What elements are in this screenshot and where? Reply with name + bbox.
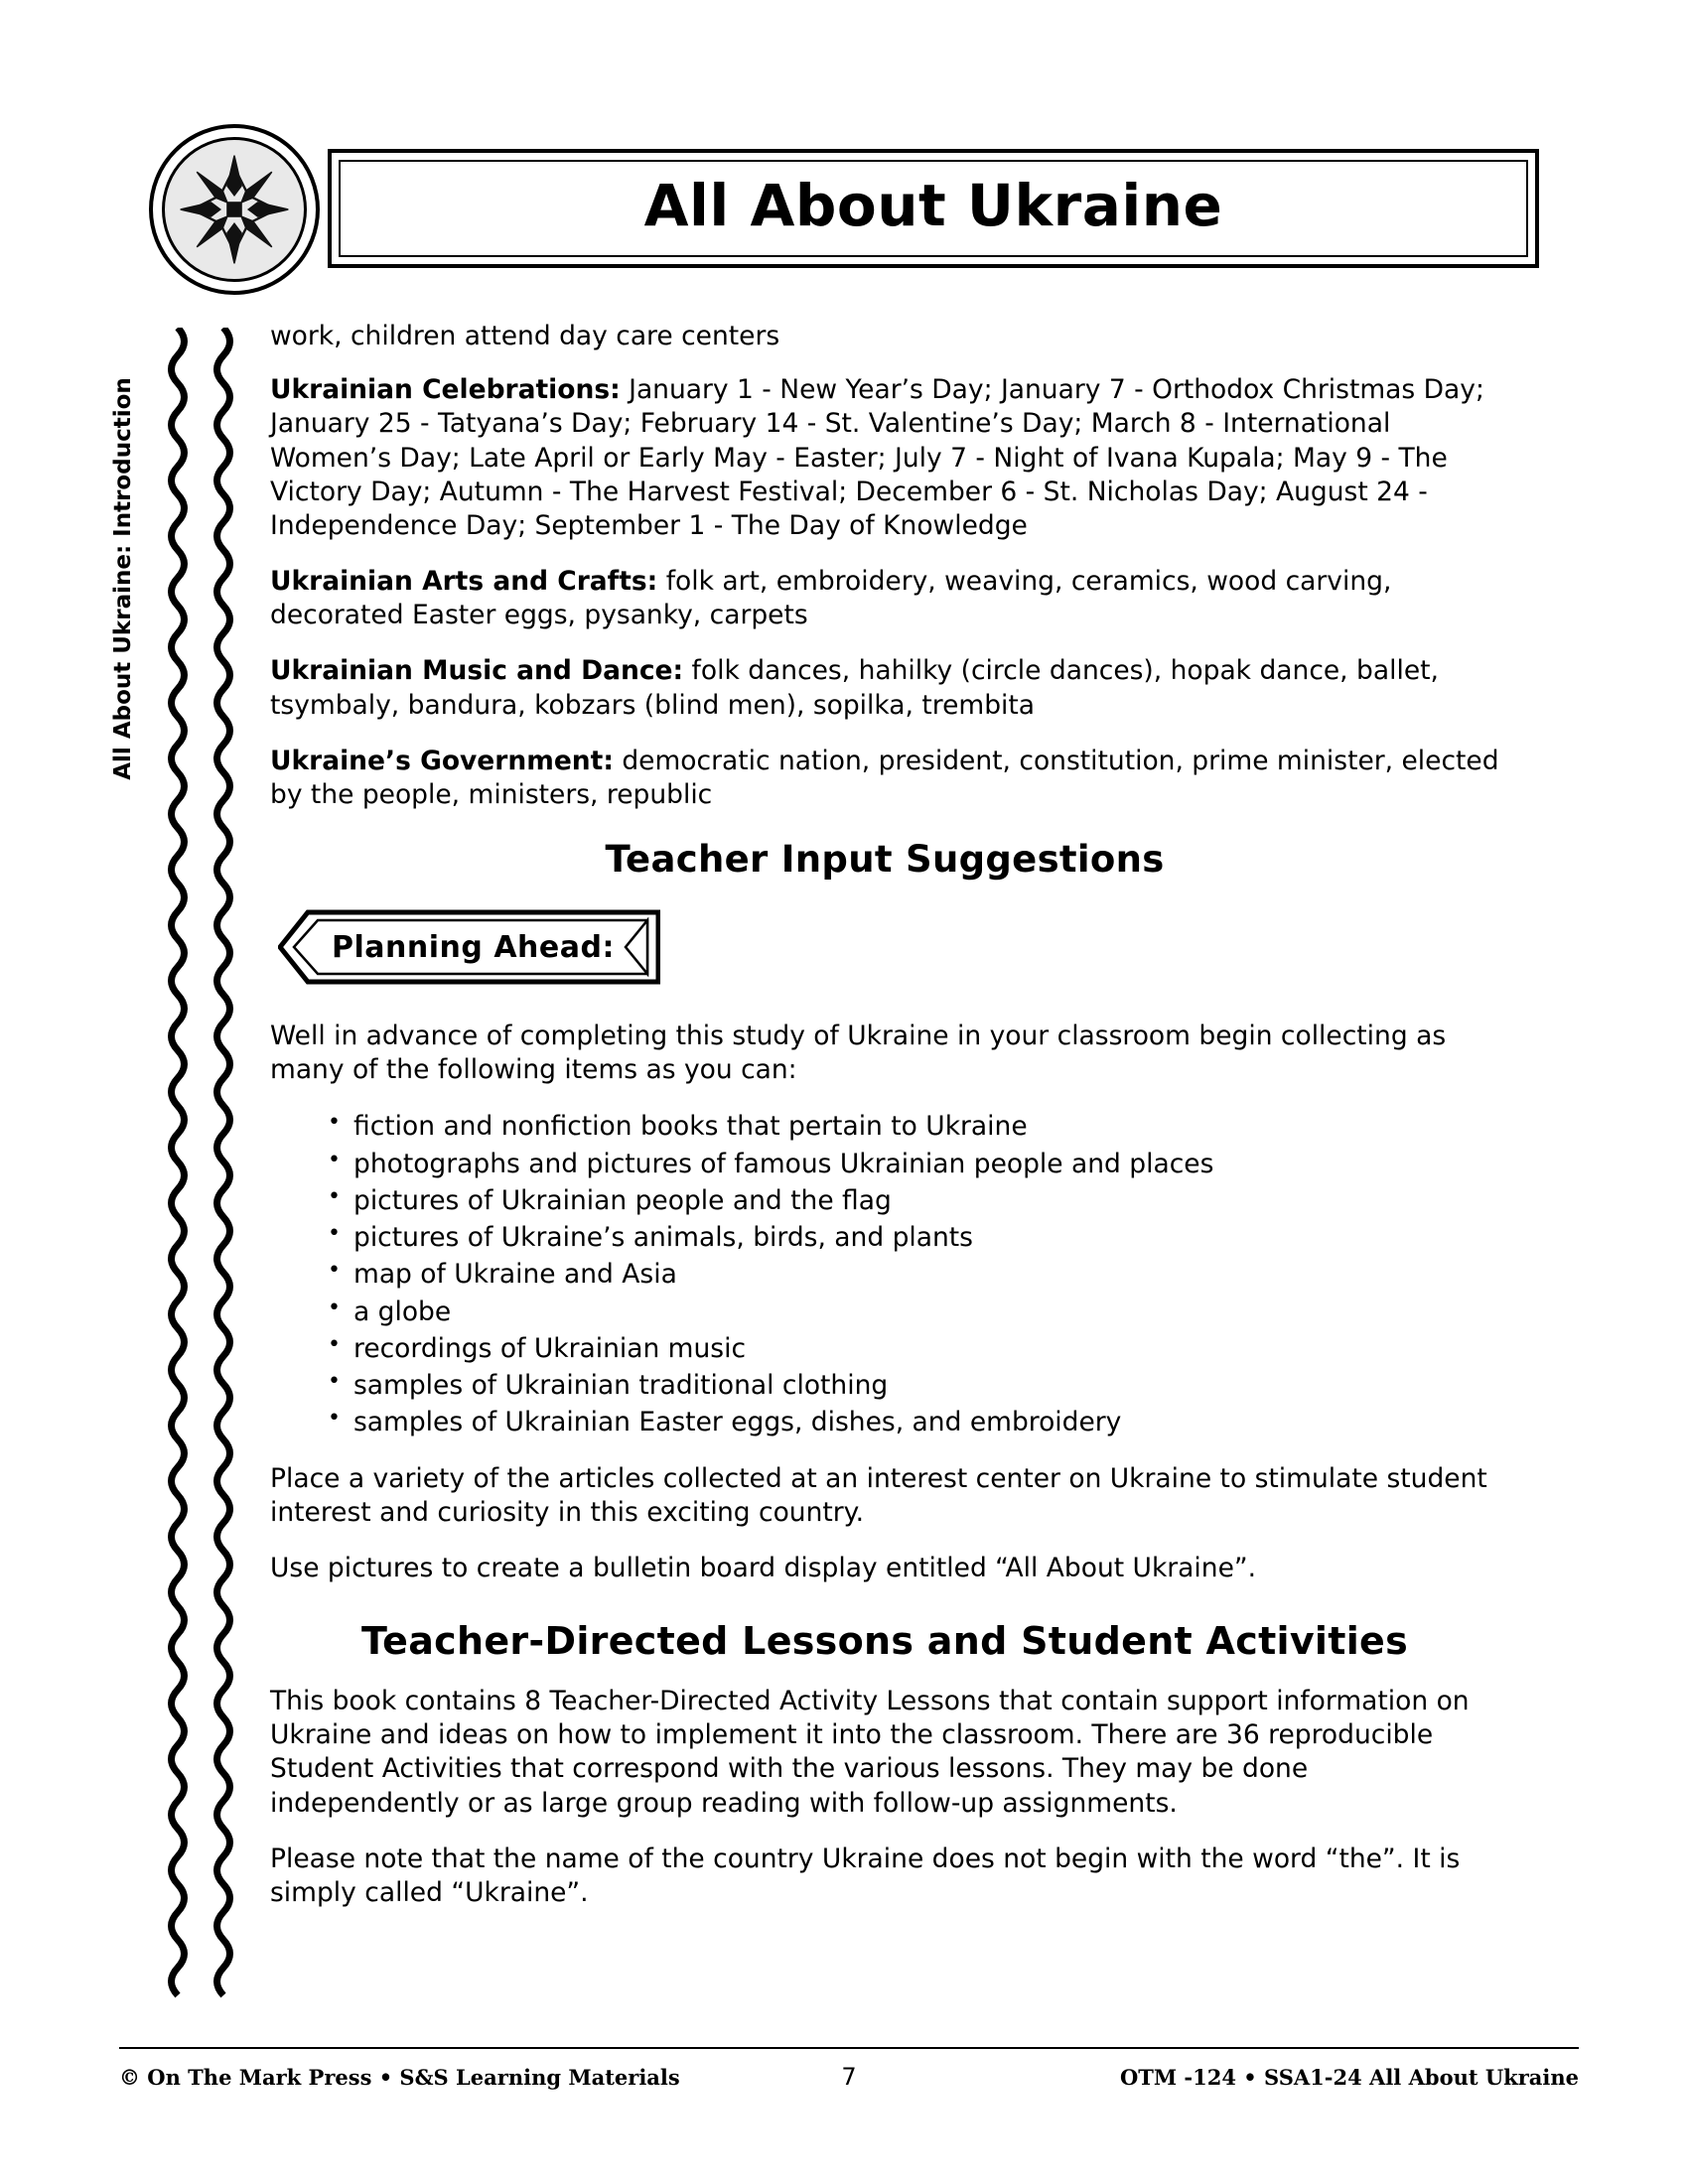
paragraph-bulletin-board: Use pictures to create a bulletin board display entitled “All About Ukraine”. (270, 1552, 1257, 1583)
list-item: • fiction and nonfiction books that pertain to Ukraine (326, 1109, 1499, 1144)
ukrainian-star-ornament-icon (149, 124, 320, 295)
planning-items-list (270, 1109, 1499, 1439)
list-item: • pictures of Ukraine’s animals, birds, and plants (326, 1220, 1499, 1255)
planning-ahead-label: Planning Ahead: (332, 929, 615, 965)
footer-page-number: 7 (841, 2063, 857, 2091)
paragraph-book-contains: This book contains 8 Teacher-Directed Activity Lessons that contain support information on Ukraine and ideas on how to implement it into the classroom. There are 36 reproducible Student Activities that correspond with the various lessons. They may be done independently or as large group reading with follow-up assignments. (270, 1686, 1470, 1819)
page-title: All About Ukraine (643, 172, 1223, 239)
star-ornament-glyph (176, 151, 293, 268)
footer-product-code: OTM -124 • SSA1-24 All About Ukraine (1119, 2064, 1579, 2090)
entry-label-music-dance: Ukrainian Music and Dance: (270, 655, 684, 687)
entry-label-government: Ukraine’s Government: (270, 745, 614, 776)
entry-music-dance (270, 654, 1499, 722)
paragraph-interest-center: Place a variety of the articles collected at an interest center on Ukraine to stimulate student interest and curiosity in this exciting country. (270, 1462, 1487, 1528)
continued-text: work, children attend day care centers (270, 321, 780, 351)
entry-text-music-dance: folk dances, hahilky (circle dances), hopak dance, ballet, tsymbaly, bandura, kobzars (blind men), sopilka, trembita (270, 655, 1439, 721)
title-banner-inner (339, 160, 1528, 257)
title-banner (328, 149, 1539, 268)
entry-government (270, 745, 1499, 812)
side-tab-text: All About Ukraine: Introduction (110, 377, 137, 780)
entry-text-arts-crafts: folk art, embroidery, weaving, ceramics, wood carving, decorated Easter eggs, pysanky, carpets (270, 566, 1392, 631)
footer-divider (119, 2047, 1579, 2049)
heading-teacher-input: Teacher Input Suggestions (605, 838, 1165, 882)
decorative-border-left-outer (165, 328, 191, 2015)
list-item: • samples of Ukrainian traditional clothing (326, 1368, 1499, 1403)
page-footer (119, 2057, 1579, 2097)
list-item: • photographs and pictures of famous Ukrainian people and places (326, 1147, 1499, 1181)
main-content (270, 320, 1499, 1932)
list-item: • recordings of Ukrainian music (326, 1331, 1499, 1366)
heading-lessons-activities: Teacher-Directed Lessons and Student Activities (360, 1619, 1409, 1664)
list-item: • pictures of Ukrainian people and the flag (326, 1183, 1499, 1218)
list-item: • map of Ukraine and Asia (326, 1257, 1499, 1292)
entry-text-government: democratic nation, president, constitution, prime minister, elected by the people, ministers, republic (270, 745, 1499, 810)
paragraph-name-note: Please note that the name of the country Ukraine does not begin with the word “the”. It is simply called “Ukraine”. (270, 1843, 1461, 1908)
planning-ahead-banner (278, 908, 660, 986)
list-item: • a globe (326, 1295, 1499, 1329)
entry-text-celebrations: January 1 - New Year’s Day; January 7 - Orthodox Christmas Day; January 25 - Tatyana’s Day; February 14 - St. Valentine’s Day; March 8 - International Women’s Day; Late April or Early May - Easter; July 7 - Night of Ivana Kupala; May 9 - The Victory Day; Autumn - The Harvest Festival; December 6 - St. Nicholas Day; August 24 - Independence Day; September 1 - The Day of Knowledge (270, 374, 1484, 541)
entry-arts-crafts (270, 565, 1499, 632)
entry-celebrations (270, 373, 1499, 543)
entry-label-arts-crafts: Ukrainian Arts and Crafts: (270, 566, 658, 598)
footer-publisher: © On The Mark Press • S&S Learning Materials (119, 2064, 680, 2090)
planning-intro: Well in advance of completing this study of Ukraine in your classroom begin collecting as many of the following items as you can: (270, 1021, 1447, 1086)
side-tab-label (103, 338, 143, 893)
entry-label-celebrations: Ukrainian Celebrations: (270, 374, 621, 406)
decorative-border-left-inner (211, 328, 236, 2015)
list-item: • samples of Ukrainian Easter eggs, dishes, and embroidery (326, 1405, 1499, 1439)
page-header (149, 124, 1539, 283)
